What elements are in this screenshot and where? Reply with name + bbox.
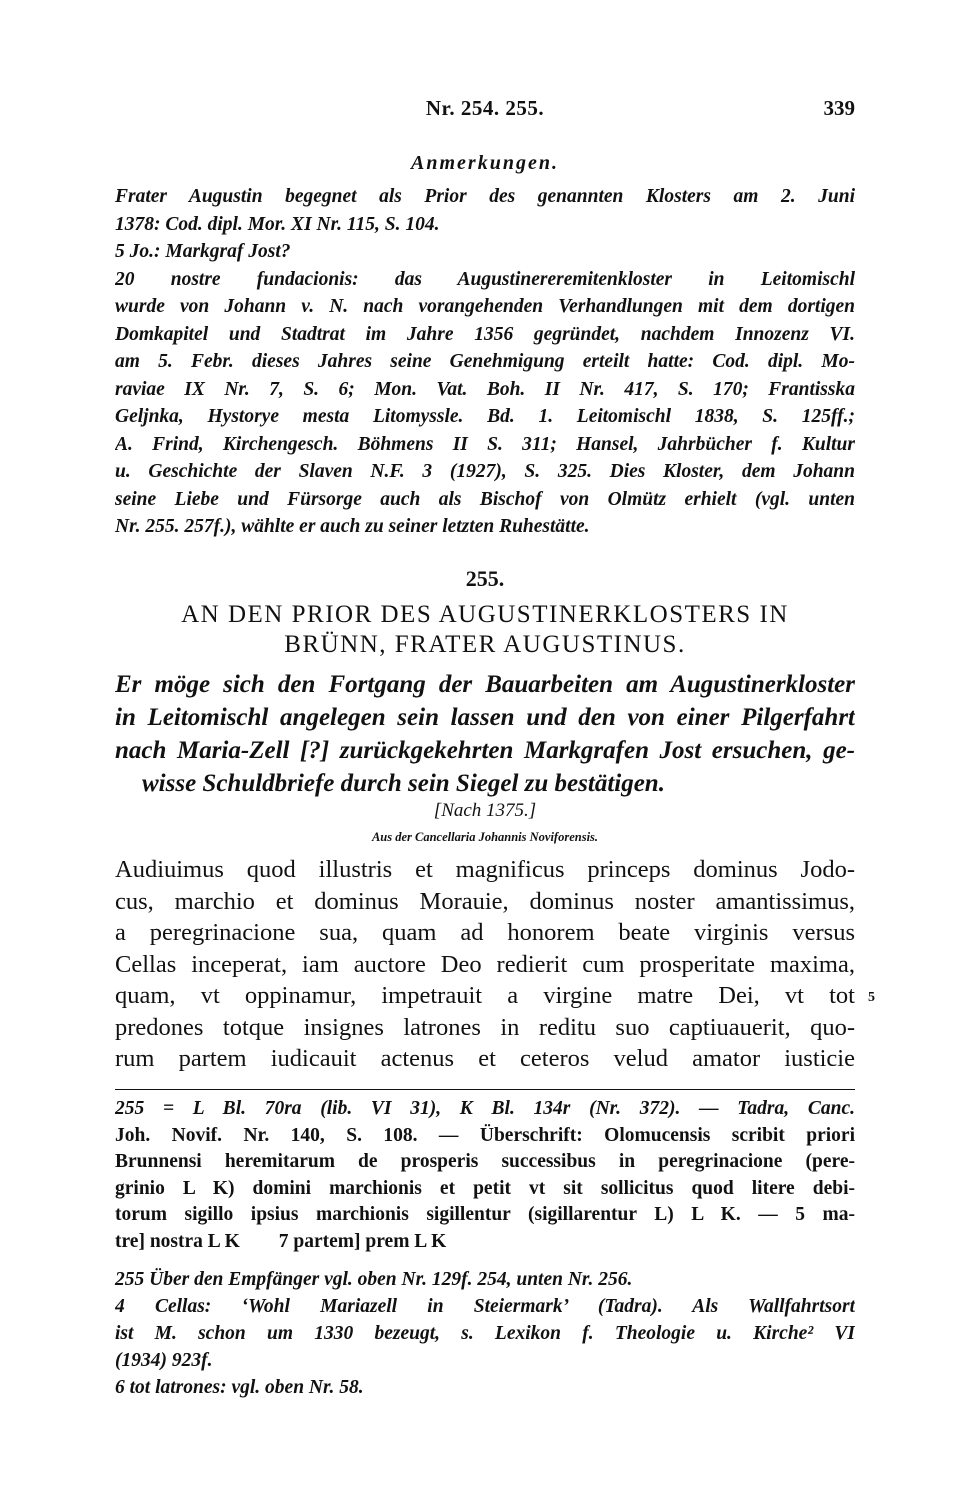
document-summary	[115, 668, 855, 800]
summary-line: wisse Schuldbriefe durch sein Siegel zu bestätigen.	[142, 770, 665, 797]
document-title	[115, 600, 855, 660]
commentary-line: 4 Cellas: ‘Wohl Mariazell in Steiermark’ (Tadra). Als Wallfahrtsort	[115, 1296, 855, 1317]
latin-line: Audiuimus quod illustris et magnificus princeps dominus Jodo-	[115, 856, 855, 883]
running-header	[115, 96, 855, 126]
summary-line: in Leitomischl angelegen sein lassen und den von einer Pilgerfahrt	[115, 704, 855, 731]
latin-line: Cellas inceperat, iam auctore Deo redierit cum prosperitate maxima,	[115, 950, 855, 978]
notes-line: Geljnka, Hystorye mesta Litomyssle. Bd. 1. Leitomischl 1838, S. 125ff.;	[115, 406, 855, 427]
apparatus-line: torum sigillo ipsius marchionis sigillentur (sigillarentur L) L K. — 5 ma-	[115, 1204, 855, 1225]
commentary-notes	[115, 1266, 855, 1401]
apparatus-line: 255 = L Bl. 70ra (lib. VI 31), K Bl. 134r (Nr. 372). — Tadra, Canc.	[115, 1098, 855, 1119]
apparatus-line: Joh. Novif. Nr. 140, S. 108. — Überschrift: Olomucensis scribit priori	[115, 1124, 855, 1146]
notes-line: Domkapitel und Stadtrat im Jahre 1356 gegründet, nachdem Innozenz VI.	[115, 323, 855, 345]
footnote-divider	[115, 1089, 855, 1090]
notes-line: 20 nostre fundacionis: das Augustinereremitenkloster in Leitomischl	[115, 268, 855, 290]
notes-heading: Anmerkungen.	[411, 152, 559, 174]
document-number: 255.	[465, 566, 505, 591]
document-source: Aus der Cancellaria Johannis Noviforensis.	[371, 830, 599, 844]
latin-line: a peregrinacione sua, quam ad honorem beate virginis versus	[115, 919, 855, 946]
apparatus-line: grinio L K) domini marchionis et petit vt sit sollicitus quod litere debi-	[115, 1177, 855, 1199]
notes-line: A. Frind, Kirchengesch. Böhmens II S. 311; Hansel, Jahrbücher f. Kultur	[115, 433, 855, 455]
latin-line: rum partem iudicauit actenus et ceteros velud amator iusticie	[115, 1045, 855, 1072]
notes-line: seine Liebe und Fürsorge auch als Bischof von Olmütz erhielt (vgl. unten	[115, 488, 855, 510]
margin-line-number: 5	[868, 990, 875, 1005]
notes-line: Nr. 255. 257f.), wählte er auch zu seiner letzten Ruhestätte.	[115, 516, 590, 537]
document-date: [Nach 1375.]	[433, 800, 537, 821]
page-number: 339	[823, 96, 855, 120]
latin-line: quam, vt oppinamur, impetrauit a virgine matre Dei, vt tot	[115, 982, 855, 1009]
document-title-line: BRÜNN, FRATER AUGUSTINUS.	[284, 631, 686, 658]
notes-line: Frater Augustin begegnet als Prior des genannten Klosters am 2. Juni	[115, 186, 855, 207]
latin-line: predones totque insignes latrones in reditu suo captiuauerit, quo-	[115, 1013, 855, 1041]
commentary-line: ist M. schon um 1330 bezeugt, s. Lexikon f. Theologie u. Kirche² VI	[115, 1323, 855, 1344]
notes-line: am 5. Febr. dieses Jahres seine Genehmigung erteilt hatte: Cod. dipl. Mo-	[115, 351, 855, 372]
notes-line: raviae IX Nr. 7, S. 6; Mon. Vat. Boh. II Nr. 417, S. 170; Frantisska	[115, 378, 855, 400]
commentary-line: 255 Über den Empfänger vgl. oben Nr. 129f. 254, unten Nr. 256.	[115, 1269, 633, 1290]
apparatus-line: Brunnensi heremitarum de prosperis successibus in peregrinacione (pere-	[115, 1151, 855, 1172]
latin-text	[115, 854, 855, 1075]
summary-line: nach Maria-Zell [?] zurückgekehrten Markgrafen Jost ersuchen, ge-	[115, 737, 855, 764]
notes-line: wurde von Johann v. N. nach vorangehenden Verhandlungen mit dem dortigen	[115, 296, 855, 317]
notes-line: 5 Jo.: Markgraf Jost?	[115, 241, 291, 262]
notes-line: u. Geschichte der Slaven N.F. 3 (1927), S. 325. Dies Kloster, dem Johann	[115, 461, 855, 482]
commentary-line: 6 tot latrones: vgl. oben Nr. 58.	[115, 1377, 364, 1398]
notes-section	[115, 183, 855, 541]
apparatus-line: tre] nostra L K 7 partem] prem L K	[115, 1230, 447, 1252]
commentary-line: (1934) 923f.	[115, 1350, 213, 1371]
header-document-numbers: Nr. 254. 255.	[425, 96, 545, 120]
summary-line: Er möge sich den Fortgang der Bauarbeiten am Augustinerkloster	[115, 671, 855, 698]
document-title-line: AN DEN PRIOR DES AUGUSTINERKLOSTERS IN	[181, 601, 789, 628]
notes-line: 1378: Cod. dipl. Mor. XI Nr. 115, S. 104.	[115, 213, 440, 235]
latin-line: cus, marchio et dominus Morauie, dominus noster amantissimus,	[115, 887, 855, 915]
critical-apparatus	[115, 1096, 855, 1255]
